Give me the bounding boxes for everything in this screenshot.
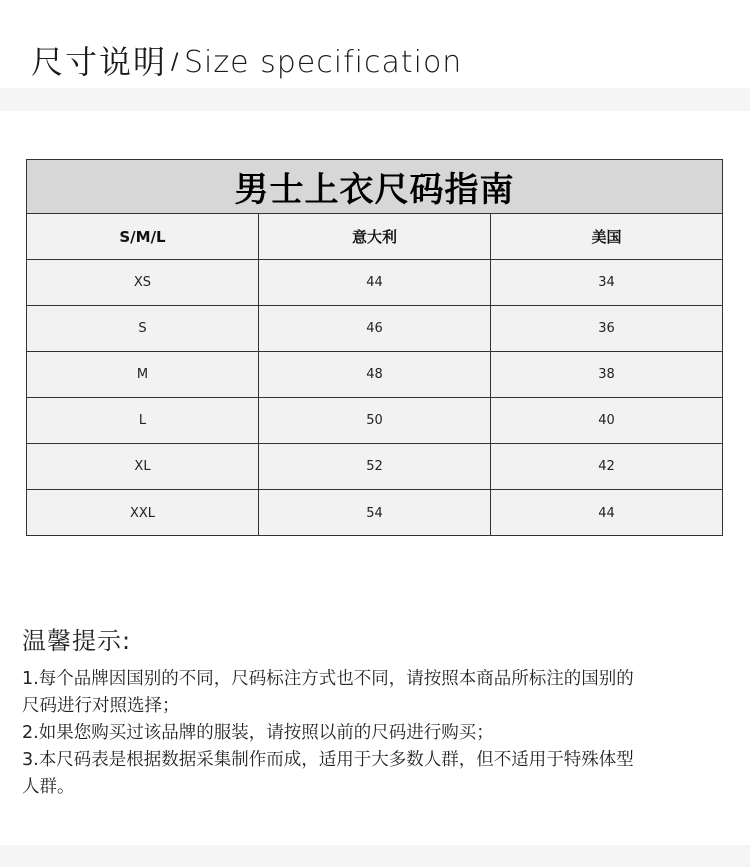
cell-italy: 44 — [259, 260, 491, 305]
footer-band — [0, 845, 750, 867]
cell-size: XL — [27, 444, 259, 489]
column-header-usa: 美国 — [591, 228, 622, 246]
cell-size: L — [27, 398, 259, 443]
table-row — [27, 444, 722, 490]
cell-italy: 46 — [259, 306, 491, 351]
tip-line: 2.如果您购买过该品牌的服装，请按照以前的尺码进行购买； — [22, 723, 494, 743]
size-chart-title — [27, 160, 722, 214]
table-row — [27, 490, 722, 536]
cell-italy: 50 — [259, 398, 491, 443]
cell-usa: 42 — [598, 459, 615, 474]
column-header-italy: 意大利 — [259, 214, 491, 259]
cell-usa: 44 — [598, 505, 615, 521]
cell-usa: 36 — [598, 321, 615, 336]
tip-line: 3.本尺码表是根据数据采集制作而成，适用于大多数人群，但不适用于特殊体型 — [22, 750, 634, 770]
page-title-en: Size specification — [184, 45, 463, 80]
title-separator: / — [171, 50, 179, 75]
page-title-cn: 尺寸说明 — [31, 43, 168, 81]
header-divider-band — [0, 88, 750, 111]
cell-usa: 34 — [598, 275, 615, 290]
cell-size: XS — [27, 260, 259, 305]
table-row — [27, 306, 722, 352]
cell-size: M — [27, 352, 259, 397]
tips-list — [22, 666, 737, 801]
table-header-row — [27, 214, 722, 260]
cell-usa: 40 — [598, 413, 615, 428]
tips-title: 温馨提示: — [22, 627, 132, 655]
tip-line: 尺码进行对照选择； — [22, 696, 180, 716]
cell-size: S — [27, 306, 259, 351]
size-chart-table — [26, 159, 723, 536]
size-chart-title-text: 男士上衣尺码指南 — [234, 170, 515, 210]
tip-line: 1.每个品牌因国别的不同，尺码标注方式也不同，请按照本商品所标注的国别的 — [22, 669, 634, 689]
tips-section — [22, 624, 737, 801]
cell-usa: 38 — [598, 367, 615, 382]
table-row — [27, 260, 722, 306]
cell-italy: 48 — [259, 352, 491, 397]
column-header-sml: S/M/L — [27, 214, 259, 259]
cell-size: XXL — [27, 490, 259, 536]
table-row — [27, 398, 722, 444]
table-row — [27, 352, 722, 398]
tip-line: 人群。 — [22, 777, 75, 797]
cell-italy: 54 — [259, 490, 491, 536]
page-header — [0, 0, 750, 88]
cell-italy: 52 — [259, 444, 491, 489]
